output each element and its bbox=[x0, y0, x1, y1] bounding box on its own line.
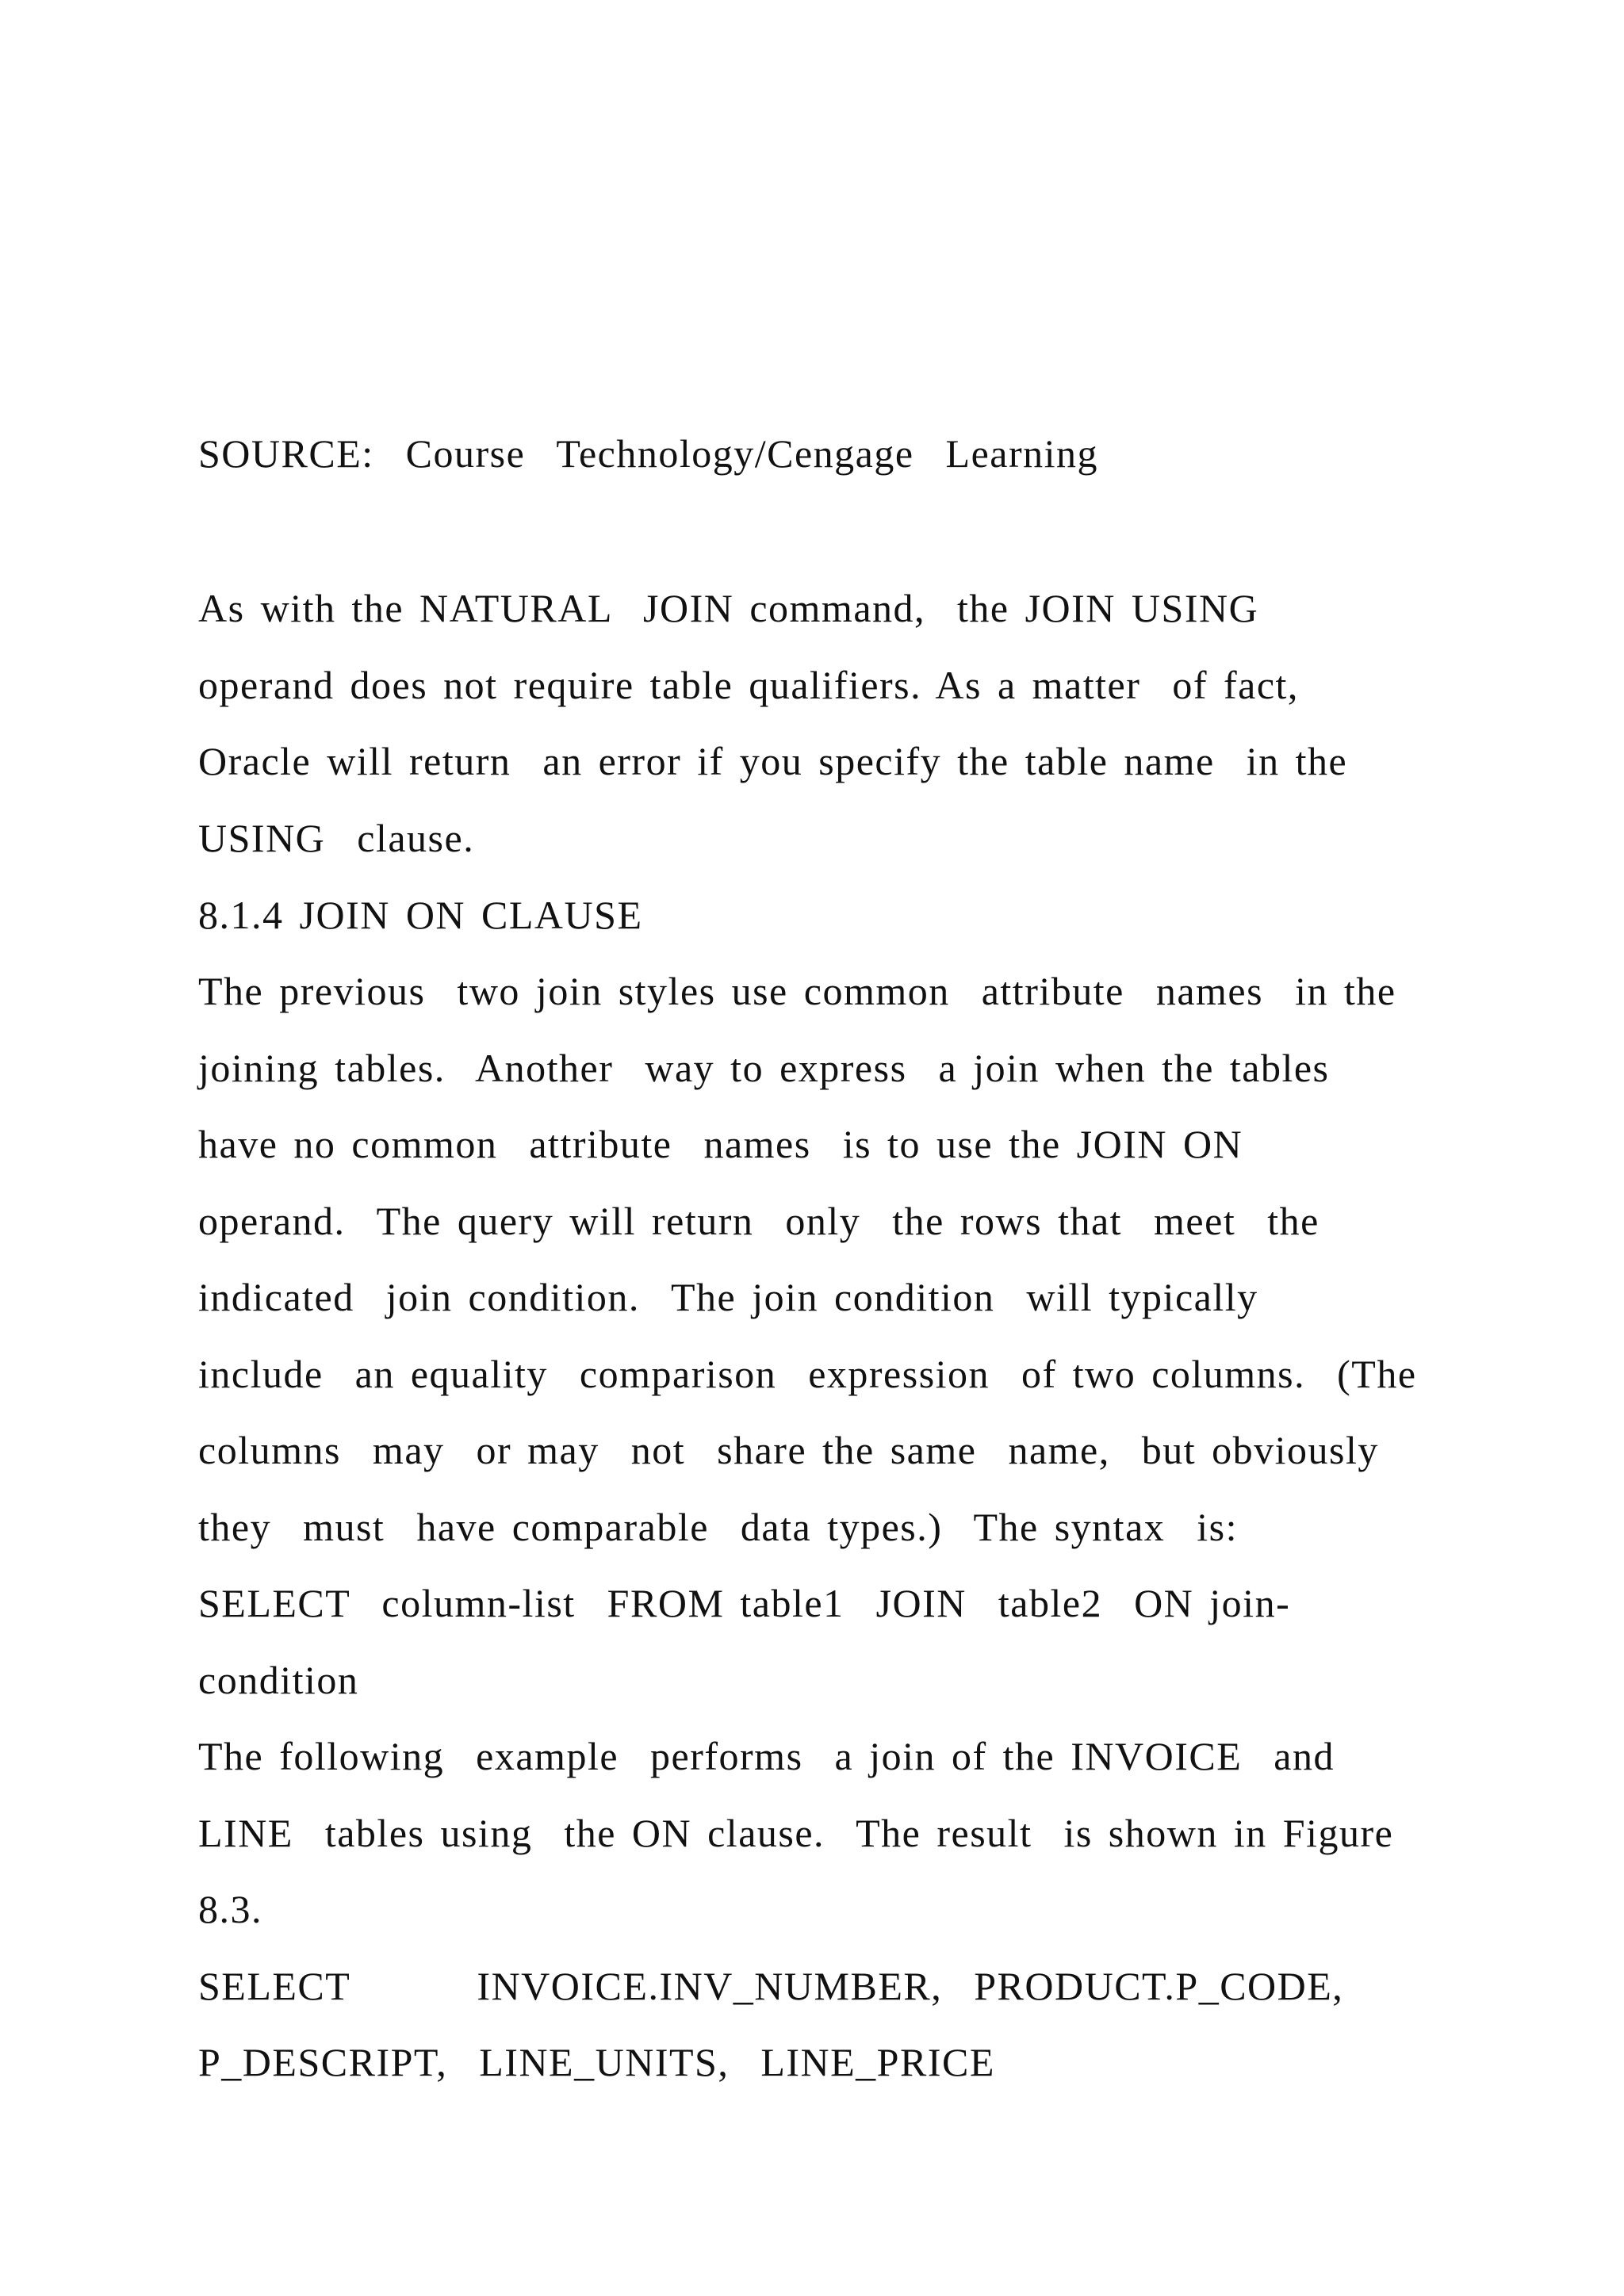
paragraph-2-line-2: joining tables. Another way to express a join when the tables bbox=[198, 1046, 1330, 1090]
paragraph-1-line-2: operand does not require table qualifiers. As a matter of fact, bbox=[198, 663, 1299, 707]
paragraph-2-line-4: operand. The query will return only the rows that meet the bbox=[198, 1199, 1320, 1243]
paragraph-2-line-5: indicated join condition. The join condition will typically bbox=[198, 1275, 1258, 1319]
paragraph-2-line-8: they must have comparable data types.) The syntax is: bbox=[198, 1505, 1238, 1549]
code-line-2: P_DESCRIPT, LINE_UNITS, LINE_PRICE bbox=[198, 2040, 995, 2084]
paragraph-2-line-3: have no common attribute names is to use the JOIN ON bbox=[198, 1122, 1243, 1166]
paragraph-3-line-3: 8.3. bbox=[198, 1887, 262, 1931]
syntax-line-1: SELECT column-list FROM table1 JOIN table2 ON join- bbox=[198, 1581, 1291, 1625]
syntax-line-2: condition bbox=[198, 1658, 359, 1702]
paragraph-2-line-7: columns may or may not share the same name, but obviously bbox=[198, 1428, 1379, 1472]
paragraph-1-line-1: As with the NATURAL JOIN command, the JOIN USING bbox=[198, 586, 1259, 630]
code-line-1: SELECT INVOICE.INV_NUMBER, PRODUCT.P_CODE, bbox=[198, 1964, 1344, 2008]
paragraph-1-line-4: USING clause. bbox=[198, 816, 475, 860]
paragraph-1-line-3: Oracle will return an error if you specify the table name in the bbox=[198, 739, 1348, 783]
paragraph-2-line-6: include an equality comparison expression of two columns. (The bbox=[198, 1352, 1417, 1396]
paragraph-3-line-2: LINE tables using the ON clause. The result is shown in Figure bbox=[198, 1811, 1394, 1855]
paragraph-3-line-1: The following example performs a join of the INVOICE and bbox=[198, 1734, 1335, 1778]
section-heading: 8.1.4 JOIN ON CLAUSE bbox=[198, 893, 643, 937]
source-line: SOURCE: Course Technology/Cengage Learning bbox=[198, 431, 1099, 476]
paragraph-2-line-1: The previous two join styles use common attribute names in the bbox=[198, 969, 1396, 1013]
